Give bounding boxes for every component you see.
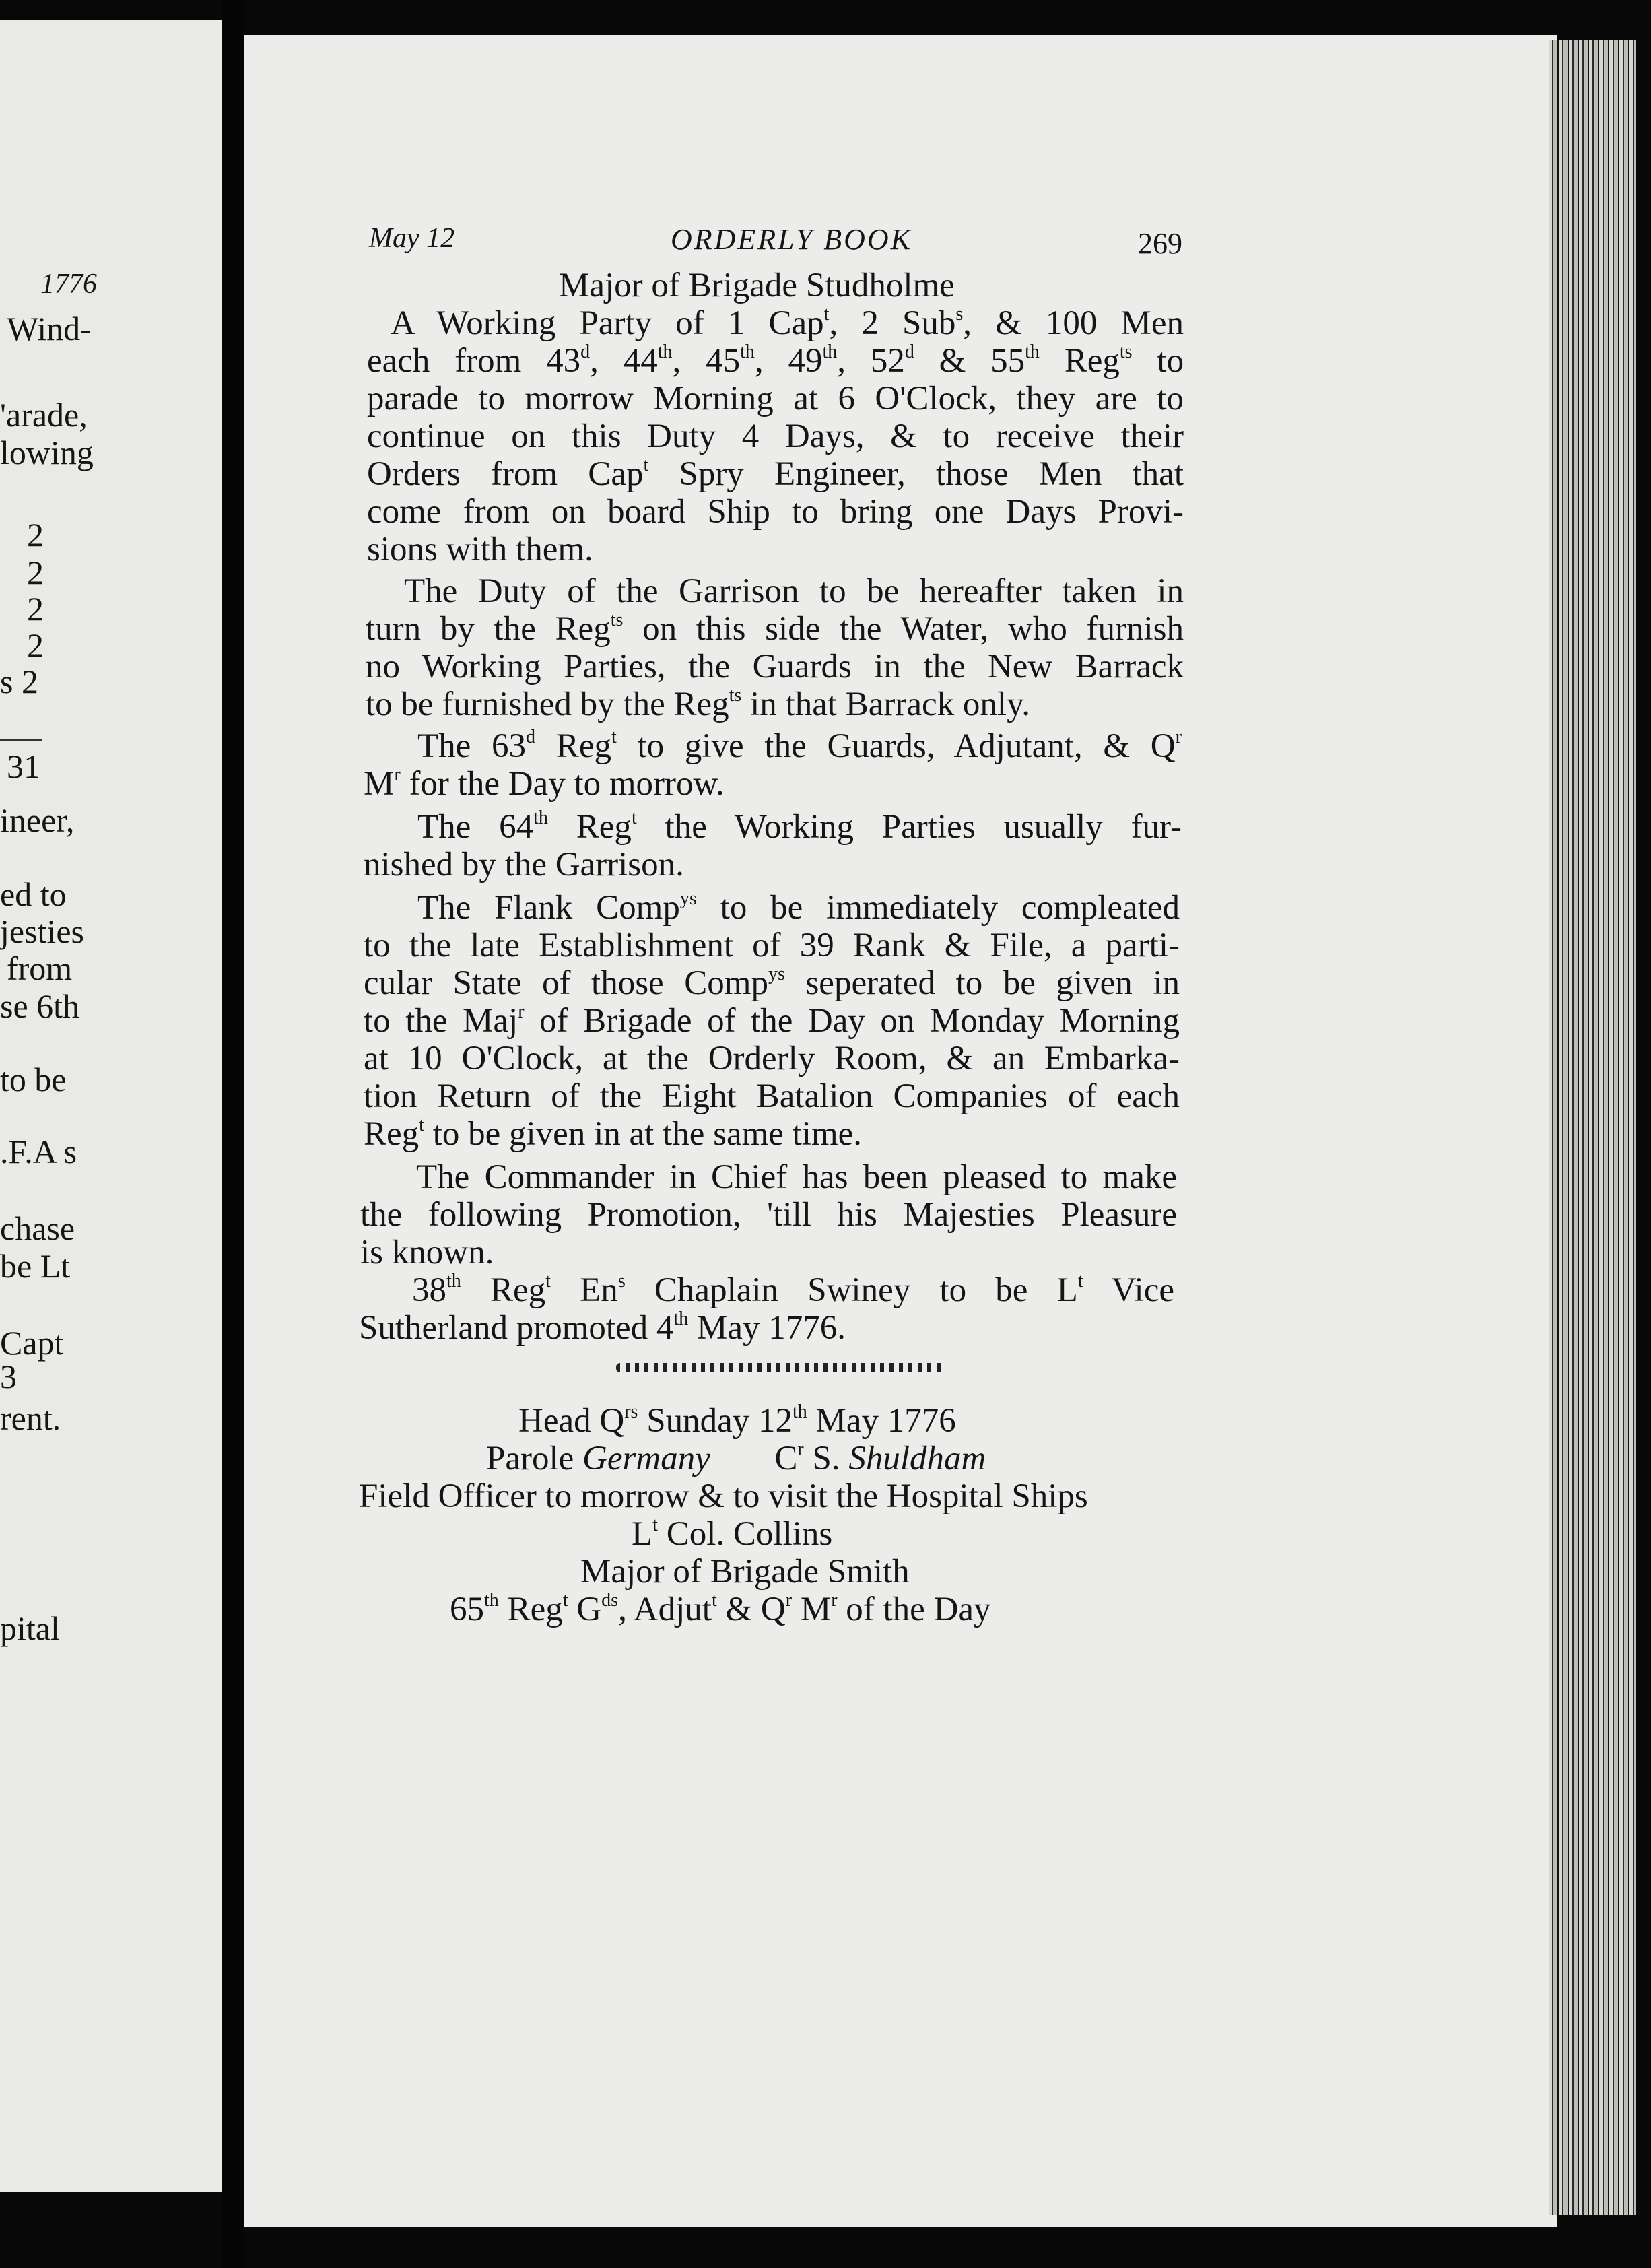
field-officer-line: Field Officer to morrow & to visit the Hospital Ships	[359, 1477, 1088, 1515]
countersign-label: $C^r$ S.	[774, 1438, 840, 1477]
parole-line	[486, 1440, 986, 1477]
text-line: Sutherland promoted 4th May 1776.	[359, 1308, 846, 1347]
parole-label: Parole	[486, 1440, 574, 1477]
text-line: turn by the Reg$^{ts}$ on this side the Water, who furnish	[366, 609, 1184, 648]
text-line: Orders from Cap$^t$ Spry Engineer, those Men that	[367, 454, 1184, 493]
left-line: chase	[0, 1209, 75, 1247]
day-duty-line: 65th Reg$^t$ $G^{ds}$, Adjut$^t$ & $Q^r$ $M^r$ of the Day	[450, 1589, 991, 1628]
left-line: Wind-	[7, 310, 92, 347]
sum-rule	[0, 739, 42, 741]
text-line: cular State of those Comp$^{ys}$ seperated to be given in	[364, 963, 1180, 1002]
text-line: no Working Parties, the Guards in the New Barrack	[366, 648, 1184, 686]
text-line: at 10 O'Clock, at the Orderly Room, & an Embarka-	[364, 1040, 1180, 1077]
left-line: lowing	[0, 434, 94, 471]
text-line: tion Return of the Eight Batalion Companies of each	[364, 1077, 1180, 1115]
text-line: parade to morrow Morning at 6 O'Clock, they are to	[367, 380, 1184, 418]
text-line: continue on this Duty 4 Days, & to receive their	[367, 418, 1184, 455]
brigade-major-line: Major of Brigade Studholme	[559, 267, 955, 304]
text-line: each from 43$^d$, 44th, 45th, 49th, 52$^d$ & 55th Reg$^{ts}$ to	[367, 341, 1184, 380]
left-line: 2	[27, 590, 44, 628]
text-line: the following Promotion, 'till his Majesties Pleasure	[360, 1196, 1177, 1234]
left-line: s 2	[0, 663, 38, 700]
left-line: to be	[0, 1061, 67, 1098]
left-year: 1776	[40, 269, 97, 300]
text-line: 38th Reg$^t$ En$^s$ Chaplain Swiney to be $L^t$ Vice	[412, 1270, 1175, 1309]
field-officer-name: $L^t$ Col. Collins	[632, 1514, 833, 1553]
page-number: 269	[1138, 227, 1182, 260]
left-line: 2	[27, 626, 44, 664]
section-divider	[616, 1363, 946, 1372]
brigade-major-line: Major of Brigade Smith	[580, 1553, 910, 1591]
text-line: Reg$^t$ to be given in at the same time.	[364, 1114, 863, 1153]
left-line: 3	[0, 1358, 17, 1395]
left-line: Capt	[0, 1324, 64, 1362]
parole-word: Germany	[582, 1440, 710, 1477]
header-title: ORDERLY BOOK	[671, 223, 913, 256]
left-line: 2	[27, 554, 44, 591]
text-line: $M^r$ for the Day to morrow.	[364, 764, 725, 803]
book-gutter	[222, 0, 244, 2268]
left-line: jesties	[0, 912, 84, 950]
page-edges	[1549, 40, 1636, 2215]
text-line: nished by the Garrison.	[364, 846, 684, 883]
left-line: be Lt	[0, 1247, 71, 1285]
left-line: ineer,	[0, 801, 75, 839]
text-line: The Flank Comp$^{ys}$ to be immediately compleated	[417, 888, 1180, 927]
text-line: The 64th Reg$^t$ the Working Parties usually fur-	[417, 807, 1182, 846]
text-line: The 63$^d$ Reg$^t$ to give the Guards, Adjutant, & $Q^r$	[417, 726, 1182, 765]
text-line: The Commander in Chief has been pleased to make	[416, 1158, 1177, 1196]
left-line: pital	[0, 1609, 60, 1647]
text-line: is known.	[360, 1234, 494, 1271]
text-line: to the late Establishment of 39 Rank & File, a parti-	[364, 927, 1180, 964]
left-line: .F.A s	[0, 1133, 77, 1170]
text-line: to be furnished by the Reg$^{ts}$ in that Barrack only.	[366, 684, 1031, 723]
text-line: to the Maj$^r$ of Brigade of the Day on Monday Morning	[364, 1001, 1180, 1040]
left-line: 'arade,	[0, 396, 88, 434]
headquarters-line: Head $Q^{rs}$ Sunday 12th May 1776	[518, 1401, 956, 1440]
text-line: A Working Party of 1 Cap$^t$, 2 Sub$^s$, & 100 Men	[391, 303, 1184, 342]
countersign-word: Shuldham	[848, 1440, 986, 1477]
left-line: se 6th	[0, 987, 80, 1025]
left-line: ed to	[0, 875, 67, 913]
left-page	[0, 20, 222, 2192]
left-line: from	[7, 949, 73, 987]
left-line: 31	[7, 747, 40, 785]
left-line: 2	[27, 516, 44, 554]
left-line: rent.	[0, 1399, 61, 1437]
text-line: sions with them.	[367, 531, 593, 568]
text-line: The Duty of the Garrison to be hereafter taken in	[404, 572, 1184, 610]
text-line: come from on board Ship to bring one Days Provi-	[367, 493, 1184, 531]
header-date: May 12	[369, 223, 455, 254]
